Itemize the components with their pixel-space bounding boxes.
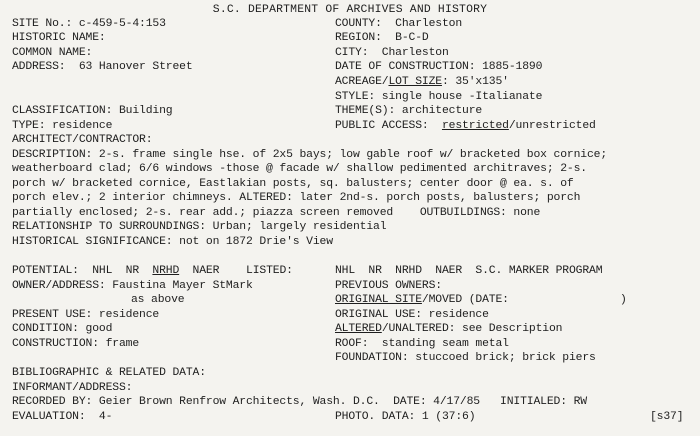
county: COUNTY: Charleston xyxy=(335,18,463,30)
historical-significance: HISTORICAL SIGNIFICANCE: not on 1872 Drie's View xyxy=(12,236,333,248)
description-line: porch elev.; 2 interior chimneys. ALTERED: later 2nd-s. porch posts, balusters; porch xyxy=(12,192,581,204)
moved-date-close: ) xyxy=(620,294,627,306)
original-use: ORIGINAL USE: residence xyxy=(335,309,489,321)
lot-size-label: LOT SIZE xyxy=(388,76,442,88)
address: ADDRESS: 63 Hanover Street xyxy=(12,61,193,73)
informant-address: INFORMANT/ADDRESS: xyxy=(12,382,133,394)
card-header: S.C. DEPARTMENT OF ARCHIVES AND HISTORY xyxy=(212,4,488,16)
altered-unaltered xyxy=(335,322,562,336)
potential-nrhd: NRHD xyxy=(152,265,180,277)
public-access xyxy=(335,119,596,133)
evaluation: EVALUATION: 4- xyxy=(12,411,113,423)
themes: THEME(S): architecture xyxy=(335,105,483,117)
style: STYLE: single house -Italianate xyxy=(335,91,543,103)
previous-owners: PREVIOUS OWNERS: xyxy=(335,280,442,292)
acreage-lot-size xyxy=(335,75,509,89)
description-line: porch w/ bracketed cornice, Eastlakian posts, sq. balusters; center door @ ea. s. of xyxy=(12,178,574,190)
public-access-restricted: restricted xyxy=(441,120,509,132)
description-line: DESCRIPTION: 2-s. frame single hse. of 2x5 bays; low gable roof w/ bracketed box cornice; xyxy=(12,149,608,161)
bibliographic-data: BIBLIOGRAPHIC & RELATED DATA: xyxy=(12,367,206,379)
roof: ROOF: standing seam metal xyxy=(335,338,509,350)
potential xyxy=(12,264,293,278)
construction: CONSTRUCTION: frame xyxy=(12,338,140,350)
acreage-label: ACREAGE/ xyxy=(335,76,389,88)
architect-contractor: ARCHITECT/CONTRACTOR: xyxy=(12,134,153,146)
altered-label: ALTERED xyxy=(335,323,382,335)
lot-size-value: : 35'x135' xyxy=(441,76,509,88)
reference-code: [s37] xyxy=(650,411,684,423)
public-access-label: PUBLIC ACCESS: xyxy=(335,120,442,132)
type: TYPE: residence xyxy=(12,120,113,132)
description-line: weatherboard clad; 6/6 windows -those @ facade w/ shallow pedimented architraves; 2-s. xyxy=(12,163,587,175)
present-use: PRESENT USE: residence xyxy=(12,309,160,321)
owner-address-cont: as above xyxy=(131,294,185,306)
photo-data: PHOTO. DATA: 1 (37:6) xyxy=(335,411,476,423)
owner-address: OWNER/ADDRESS: Faustina Mayer StMark xyxy=(12,280,253,292)
historic-name: HISTORIC NAME: xyxy=(12,32,106,44)
potential-label: POTENTIAL: NHL NR xyxy=(12,265,153,277)
date-of-construction: DATE OF CONSTRUCTION: 1885-1890 xyxy=(335,61,543,73)
unaltered-label: /UNALTERED: see Description xyxy=(381,323,563,335)
public-access-unrestricted: /unrestricted xyxy=(508,120,596,132)
original-site xyxy=(335,293,509,307)
region: REGION: B-C-D xyxy=(335,32,429,44)
listed-options: NHL NR NRHD NAER S.C. MARKER PROGRAM xyxy=(335,265,603,277)
condition: CONDITION: good xyxy=(12,323,113,335)
classification: CLASSIFICATION: Building xyxy=(12,105,173,117)
city: CITY: Charleston xyxy=(335,47,449,59)
foundation: FOUNDATION: stuccoed brick; brick piers xyxy=(335,352,596,364)
site-number: SITE No.: c-459-5-4:153 xyxy=(12,18,166,30)
recorded-by: RECORDED BY: Geier Brown Renfrow Architects, Wash. D.C. DATE: 4/17/85 INITIALED: RW xyxy=(12,396,587,408)
moved-date-label: /MOVED (DATE: xyxy=(421,294,509,306)
relationship-to-surroundings: RELATIONSHIP TO SURROUNDINGS: Urban; largely residential xyxy=(12,221,387,233)
description-line: partially enclosed; 2-s. rear add.; piazza screen removed OUTBUILDINGS: none xyxy=(12,207,541,219)
original-site-label: ORIGINAL SITE xyxy=(335,294,422,306)
potential-listed-label: NAER LISTED: xyxy=(179,265,293,277)
common-name: COMMON NAME: xyxy=(12,47,93,59)
